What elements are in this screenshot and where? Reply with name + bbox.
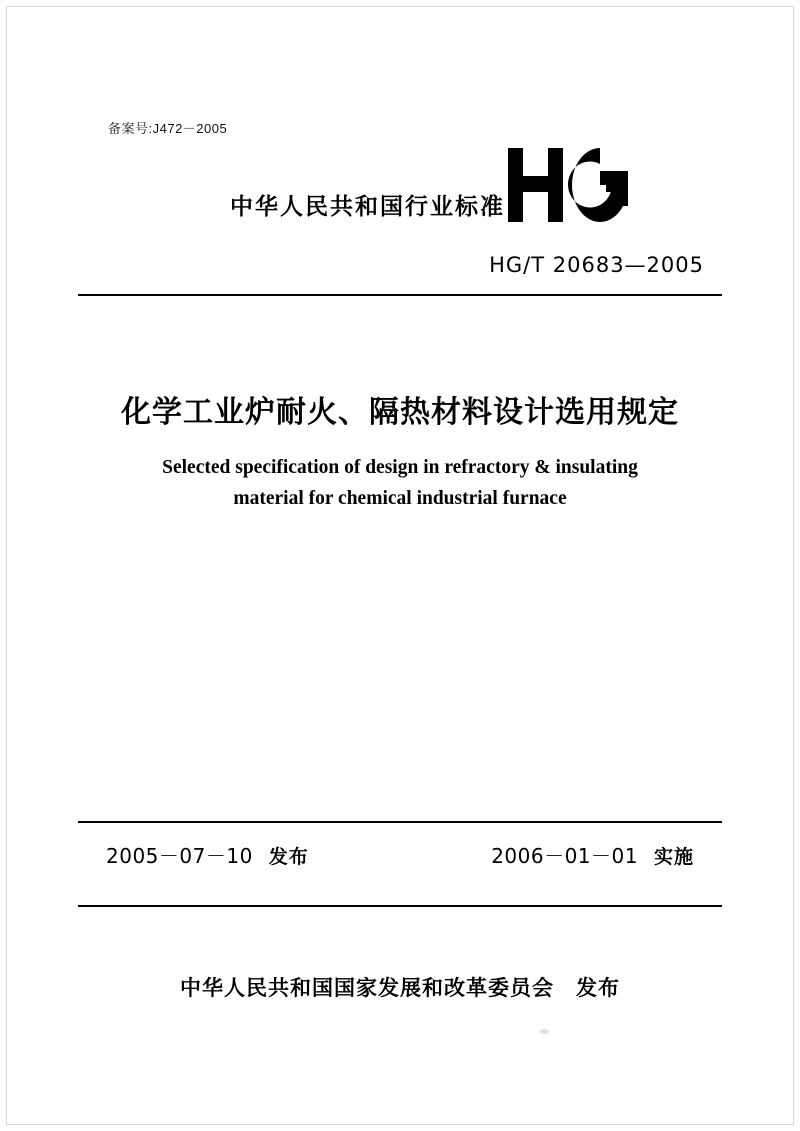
- scan-artifact: [540, 1029, 549, 1034]
- divider-middle: [78, 821, 722, 823]
- publisher-action: 发布: [576, 976, 620, 1000]
- issue-date-group: [106, 840, 309, 869]
- publisher-line: [78, 972, 722, 1002]
- effective-date-value: 2006－01－01: [491, 844, 638, 868]
- publisher-name: 中华人民共和国国家发展和改革委员会: [180, 976, 554, 1000]
- hg-logo-icon: [506, 146, 630, 224]
- document-title-english: [78, 452, 722, 514]
- issue-date-value: 2005－07－10: [106, 844, 253, 868]
- document-title-chinese: 化学工业炉耐火、隔热材料设计选用规定: [121, 395, 679, 430]
- divider-top: [78, 294, 722, 296]
- title-english-line-1: Selected specification of design in refractory & insulating: [162, 457, 638, 478]
- issue-date-label: 发布: [268, 846, 309, 868]
- title-english-line-2: material for chemical industrial furnace: [233, 488, 567, 509]
- effective-date-label: 实施: [653, 846, 694, 868]
- cover-content: [78, 0, 722, 1131]
- record-number: 备案号:J472－2005: [108, 121, 228, 136]
- issuing-authority-line: 中华人民共和国行业标准: [230, 194, 505, 220]
- dates-row: [78, 840, 722, 869]
- divider-bottom: [78, 905, 722, 907]
- standard-number: HG/T 20683—2005: [489, 253, 704, 277]
- effective-date-group: [491, 840, 694, 869]
